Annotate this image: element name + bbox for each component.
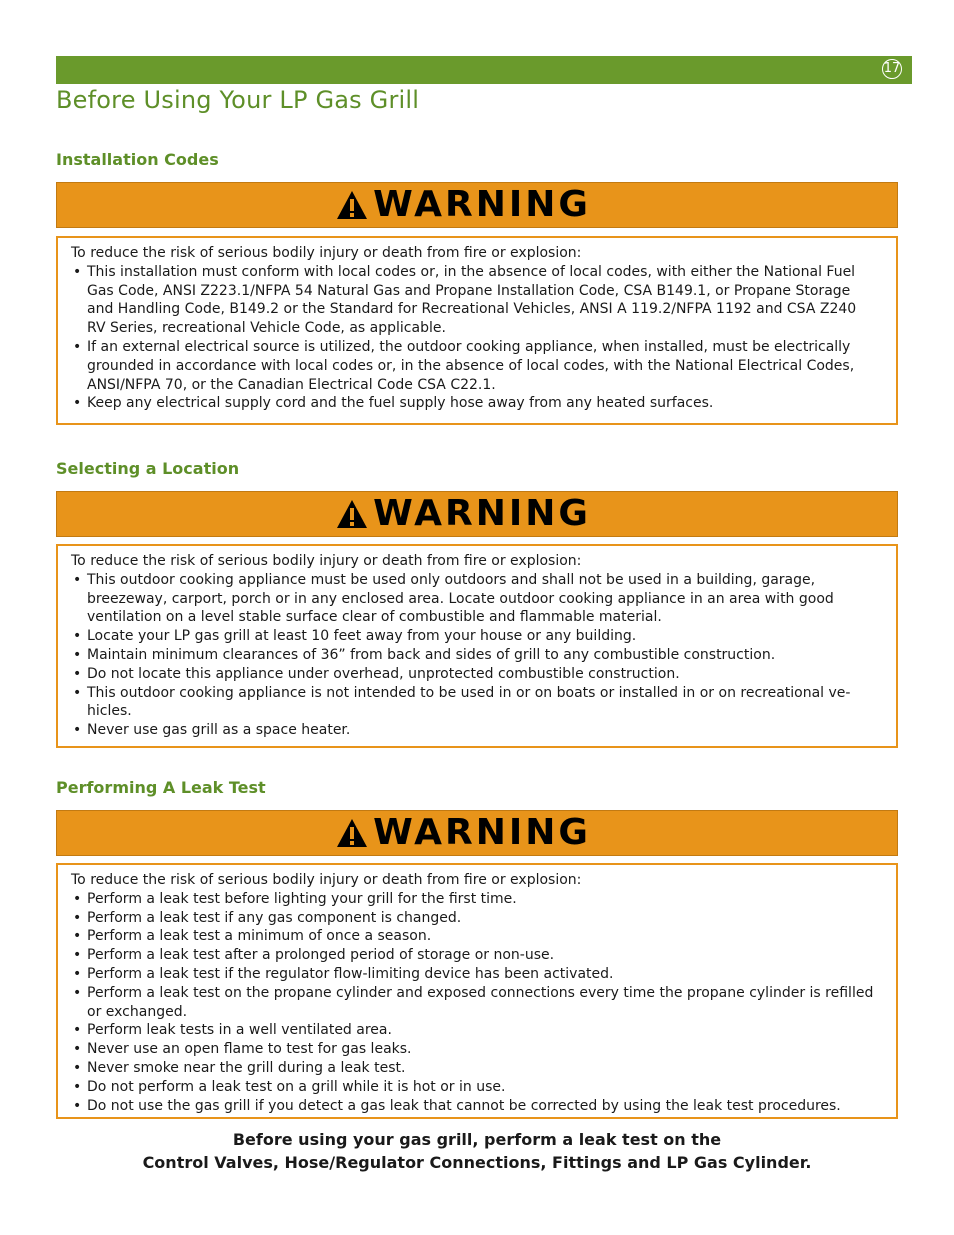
list-item: • Perform leak tests in a well ventilated area. <box>71 1021 876 1040</box>
warning-box-selecting-location <box>56 544 898 748</box>
list-item: • Never use gas grill as a space heater. <box>71 721 876 740</box>
list-item: • Do not perform a leak test on a grill while it is hot or in use. <box>71 1078 876 1097</box>
footer-line: Before using your gas grill, perform a leak test on the <box>232 1130 722 1149</box>
list-item: • This outdoor cooking appliance must be used only outdoors and shall not be used in a building, garage, breezeway, carport, porch or in any enclosed area. Locate outdoor cooking appliance in an area with good ventilation on a level stable surface clear of combustible and flammable material. <box>71 571 876 627</box>
list-item: • Do not locate this appliance under overhead, unprotected combustible construction. <box>71 665 876 684</box>
warning-triangle-icon <box>335 189 369 221</box>
warning-list <box>71 890 876 1116</box>
section-heading-installation-codes: Installation Codes <box>56 150 219 169</box>
warning-banner <box>56 182 898 228</box>
list-item: • Do not use the gas grill if you detect a gas leak that cannot be corrected by using the leak test procedures. <box>71 1097 876 1116</box>
list-item: • Perform a leak test before lighting your grill for the first time. <box>71 890 876 909</box>
warning-label: WARNING <box>373 812 591 853</box>
list-item: • Never use an open flame to test for gas leaks. <box>71 1040 876 1059</box>
warning-list <box>71 571 876 740</box>
footer-line: Control Valves, Hose/Regulator Connections, Fittings and LP Gas Cylinder. <box>142 1153 812 1172</box>
warning-box-installation-codes <box>56 236 898 425</box>
list-item: • This outdoor cooking appliance is not intended to be used in or on boats or installed in or on recreational ve- hicles. <box>71 684 876 722</box>
warning-intro: To reduce the risk of serious bodily injury or death from fire or explosion: <box>71 245 582 261</box>
warning-intro: To reduce the risk of serious bodily injury or death from fire or explosion: <box>71 872 582 888</box>
warning-triangle-icon <box>335 498 369 530</box>
list-item: • Keep any electrical supply cord and the fuel supply hose away from any heated surfaces. <box>71 394 876 413</box>
list-item: • Perform a leak test if the regulator flow-limiting device has been activated. <box>71 965 876 984</box>
list-item: • Perform a leak test on the propane cylinder and exposed connections every time the propane cylinder is refilled or exchanged. <box>71 984 876 1022</box>
warning-banner <box>56 810 898 856</box>
list-item: • This installation must conform with local codes or, in the absence of local codes, with either the National Fuel Gas Code, ANSI Z223.1/NFPA 54 Natural Gas and Propane Installation Code, CSA B149.1, or Propane Storage and Handling Code, B149.2 or the Standard for Recreational Vehicles, ANSI A 119.2/NFPA 1192 and CSA Z240 RV Series, recreational Vehicle Code, as applicable. <box>71 263 876 338</box>
section-heading-leak-test: Performing A Leak Test <box>56 778 266 797</box>
list-item: • Maintain minimum clearances of 36” from back and sides of grill to any combustible construction. <box>71 646 876 665</box>
warning-triangle-icon <box>335 817 369 849</box>
section-heading-selecting-location: Selecting a Location <box>56 459 240 478</box>
list-item: • Perform a leak test a minimum of once a season. <box>71 927 876 946</box>
warning-banner <box>56 491 898 537</box>
warning-box-leak-test <box>56 863 898 1119</box>
warning-list <box>71 263 876 413</box>
page-number-badge: 17 <box>882 59 902 79</box>
list-item: • Perform a leak test if any gas component is changed. <box>71 909 876 928</box>
list-item: • Never smoke near the grill during a leak test. <box>71 1059 876 1078</box>
footer-note <box>56 1128 898 1174</box>
list-item: • If an external electrical source is utilized, the outdoor cooking appliance, when installed, must be electrically grounded in accordance with local codes or, in the absence of local codes, with the National Electrical Codes, ANSI/NFPA 70, or the Canadian Electrical Code CSA C22.1. <box>71 338 876 394</box>
header-bar <box>56 56 912 84</box>
page-title: Before Using Your LP Gas Grill <box>56 86 420 114</box>
list-item: • Perform a leak test after a prolonged period of storage or non-use. <box>71 946 876 965</box>
warning-intro: To reduce the risk of serious bodily injury or death from fire or explosion: <box>71 553 582 569</box>
warning-label: WARNING <box>373 184 591 225</box>
warning-label: WARNING <box>373 493 591 534</box>
list-item: • Locate your LP gas grill at least 10 feet away from your house or any building. <box>71 627 876 646</box>
